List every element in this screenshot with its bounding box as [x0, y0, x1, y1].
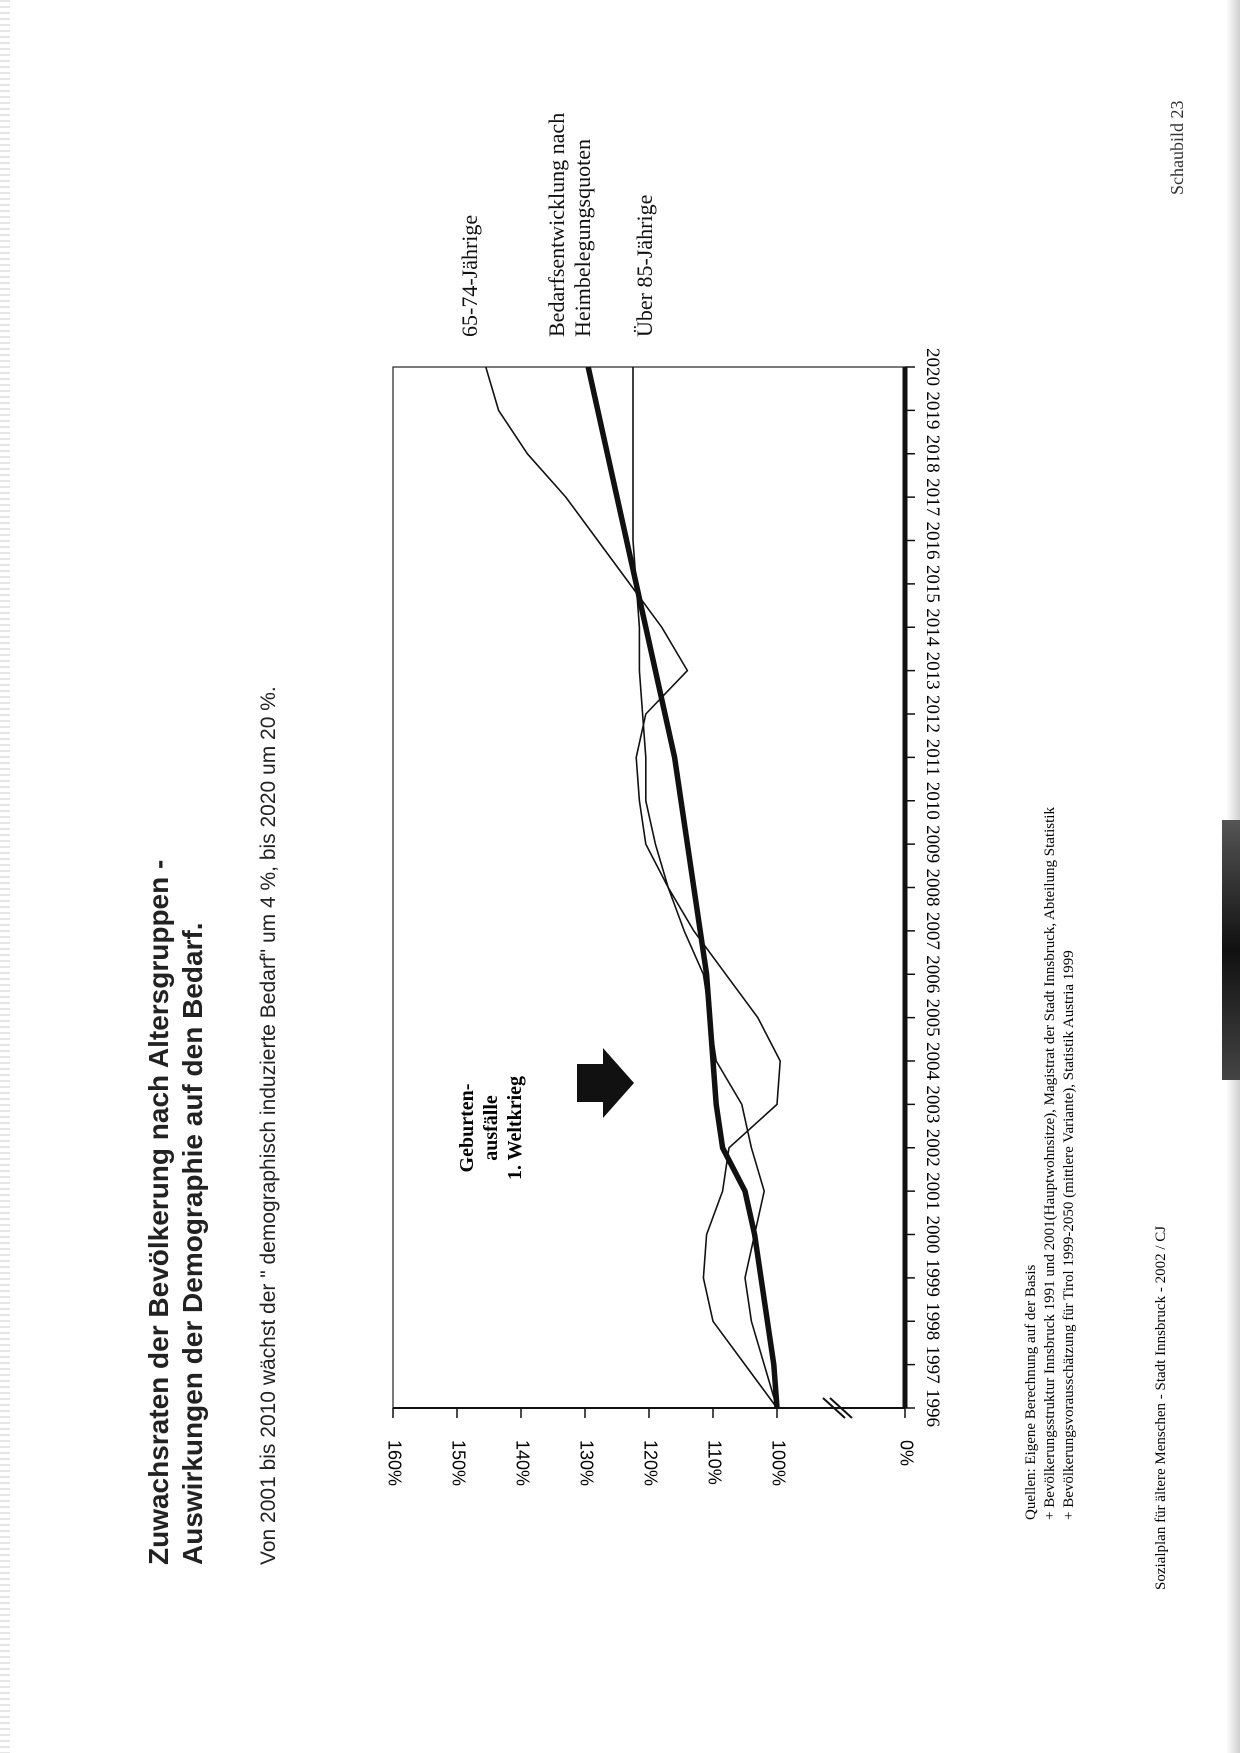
page-subtitle: Von 2001 bis 2010 wächst der " demographisch induzierte Bedarf" um 4 %, bis 2020 um 20 %.	[257, 686, 280, 1565]
x-tick-label: 2002	[922, 1128, 943, 1167]
x-axis-ticks	[905, 348, 943, 1427]
svg-text:Geburten-: Geburten-	[456, 1083, 478, 1173]
x-tick-label: 1996	[922, 1389, 943, 1427]
x-tick-label: 2008	[922, 868, 943, 907]
page-title-line1: Zuwachsraten der Bevölkerung nach Altersgruppen -	[143, 859, 174, 1565]
x-tick-label: 2019	[922, 391, 943, 430]
svg-text:+ Bevölkerungsvorausschätzung: + Bevölkerungsvorausschätzung für Tirol 1999-2050 (mittlere Variante), Statistik Austria 1999	[1061, 950, 1077, 1520]
y-tick-label: 110%	[704, 1440, 725, 1485]
x-tick-label: 2000	[922, 1215, 943, 1254]
y-tick-label: 150%	[448, 1440, 469, 1487]
y-tick-label: 0%	[896, 1440, 917, 1467]
page-title-line2: Auswirkungen der Demographie auf den Bedarf.	[177, 922, 208, 1565]
x-tick-label: 2010	[922, 781, 943, 820]
x-tick-label: 2011	[922, 738, 943, 777]
x-tick-label: 2003	[922, 1085, 943, 1124]
title-block	[143, 860, 208, 1565]
x-tick-label: 2005	[922, 998, 943, 1037]
x-tick-label: 1997	[922, 1345, 943, 1384]
series-legend	[457, 113, 657, 337]
svg-text:+ Bevölkerungsstruktur Innsbru: + Bevölkerungsstruktur Innsbruck 1991 und 2001(Hauptwohnsitze), Magistrat der Stadt Innsbruck, Abteilung Statistik	[1042, 807, 1058, 1520]
svg-text:Quellen: Eigene Berechnung auf: Quellen: Eigene Berechnung auf der Basis	[1023, 1264, 1039, 1520]
footer-credit: Sozialplan für ältere Menschen - Stadt Innsbruck - 2002 / CJ	[1153, 1225, 1169, 1590]
annotation-geburtenausfaelle	[456, 1076, 526, 1180]
legend-ueber-85: Über 85-Jährige	[632, 194, 657, 337]
x-tick-label: 2012	[922, 695, 943, 733]
legend-bedarf-line1: Bedarfsentwicklung nach	[544, 112, 569, 337]
y-tick-label: 130%	[576, 1440, 597, 1487]
svg-text:ausfälle: ausfälle	[480, 1095, 502, 1161]
x-tick-label: 2016	[922, 521, 943, 560]
figure-label: Schaubild 23	[1167, 100, 1187, 195]
legend-65-74: 65-74-Jährige	[457, 214, 482, 337]
plot-frame	[393, 367, 905, 1408]
y-tick-label: 100%	[768, 1440, 789, 1487]
x-tick-label: 2013	[922, 651, 943, 690]
x-tick-label: 1999	[922, 1258, 943, 1297]
x-tick-label: 2009	[922, 825, 943, 864]
arrow-down-icon	[577, 1048, 634, 1118]
x-tick-label: 2018	[922, 434, 943, 473]
x-tick-label: 2015	[922, 564, 943, 603]
y-axis-ticks	[384, 1408, 916, 1486]
x-tick-label: 2007	[922, 911, 943, 950]
x-tick-label: 2006	[922, 955, 943, 994]
series-line-2	[588, 367, 777, 1408]
x-tick-label: 2017	[922, 478, 943, 517]
y-tick-label: 120%	[640, 1440, 661, 1487]
series-lines	[486, 367, 780, 1408]
sources-block	[1023, 807, 1077, 1520]
svg-text:1. Weltkrieg: 1. Weltkrieg	[504, 1075, 526, 1181]
legend-bedarf-line2: Heimbelegungsquoten	[570, 139, 595, 337]
x-tick-label: 2004	[922, 1042, 943, 1080]
y-tick-label: 140%	[512, 1440, 533, 1487]
x-tick-label: 2001	[922, 1172, 943, 1211]
y-tick-label: 160%	[384, 1440, 405, 1487]
x-tick-label: 2014	[922, 608, 943, 647]
x-tick-label: 2020	[922, 348, 943, 386]
x-tick-label: 1998	[922, 1302, 943, 1341]
